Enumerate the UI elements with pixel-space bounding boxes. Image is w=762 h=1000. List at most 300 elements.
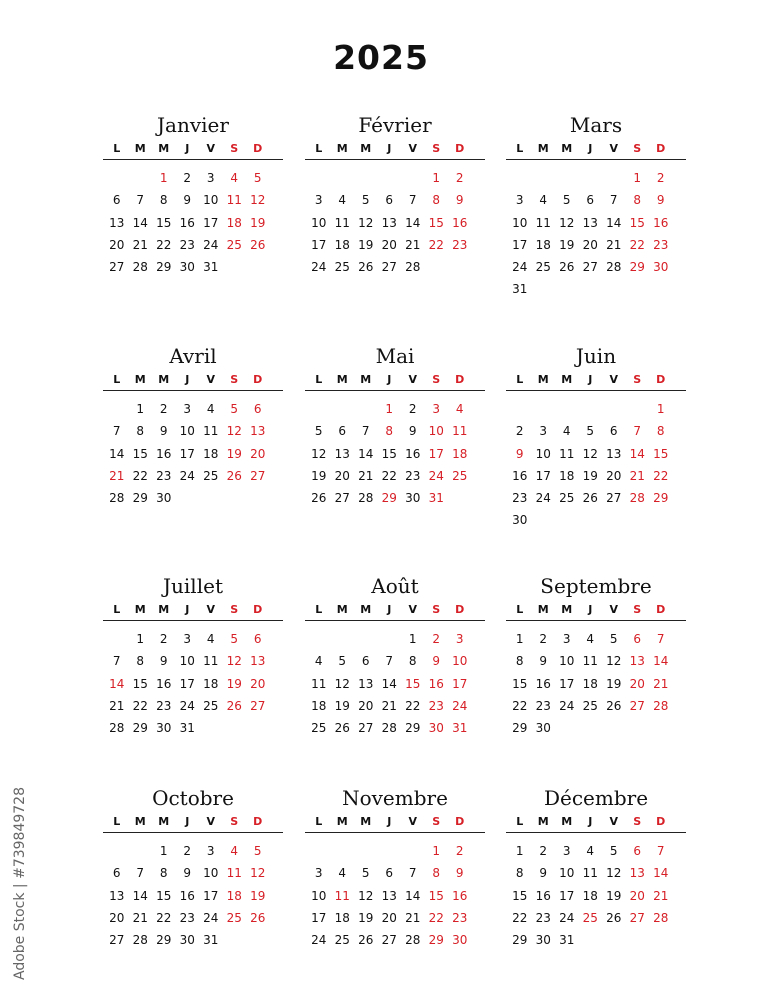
day-cell: 24 (311, 933, 327, 948)
weekday-label: V (206, 373, 215, 386)
day-cell: 14 (109, 676, 125, 691)
day-cell: 7 (136, 193, 145, 208)
day-cell: 21 (381, 698, 397, 713)
day-cell: 8 (385, 424, 394, 439)
stock-watermark: Adobe Stock | #739849728 (12, 787, 28, 980)
day-cell: 10 (559, 654, 575, 669)
day-cell: 9 (455, 866, 464, 881)
day-cell: 13 (629, 866, 645, 881)
weekday-label: V (206, 142, 215, 155)
day-cell: 3 (206, 844, 215, 858)
day-cell: 15 (156, 215, 172, 230)
days-grid (305, 833, 485, 951)
month-name: Août (371, 574, 419, 598)
day-cell: 3 (515, 193, 524, 208)
day-cell: 6 (586, 193, 595, 208)
day-cell: 16 (428, 676, 444, 691)
day-cell: 16 (452, 215, 468, 230)
day-cell: 29 (512, 721, 528, 736)
weekday-header (305, 142, 485, 160)
day-cell: 2 (183, 844, 192, 858)
day-cell: 23 (653, 237, 669, 252)
day-cell: 28 (629, 491, 645, 506)
day-cell: 1 (136, 632, 145, 646)
empty-cell (307, 840, 331, 862)
day-cell: 19 (311, 468, 327, 483)
day-cell: 5 (230, 632, 239, 646)
day-cell: 6 (361, 654, 370, 669)
day-cell: 2 (159, 632, 168, 646)
empty-cell (331, 167, 355, 189)
day-cell: 20 (250, 676, 266, 691)
day-cell: 25 (582, 698, 598, 713)
day-cell: 7 (633, 424, 642, 439)
day-cell: 30 (156, 721, 172, 736)
weekday-label: M (561, 373, 573, 386)
day-cell: 11 (582, 654, 598, 669)
day-cell: 17 (428, 446, 444, 461)
weekday-label: V (206, 815, 215, 828)
day-cell: 31 (203, 260, 219, 275)
weekday-header (506, 142, 686, 160)
day-cell: 1 (515, 632, 524, 646)
month-name: Septembre (540, 574, 652, 598)
day-cell: 21 (653, 888, 669, 903)
weekday-label: M (537, 603, 549, 616)
day-cell: 26 (582, 491, 598, 506)
day-cell: 26 (606, 698, 622, 713)
day-cell: 1 (432, 171, 441, 185)
day-cell: 15 (132, 676, 148, 691)
day-cell: 25 (535, 260, 551, 275)
day-cell: 6 (253, 402, 262, 416)
month-7 (103, 571, 283, 739)
weekday-label: D (656, 142, 666, 155)
empty-cell (378, 840, 402, 862)
month-name: Avril (169, 344, 217, 368)
empty-cell (331, 398, 355, 420)
empty-cell (532, 167, 556, 189)
weekday-label: J (185, 373, 190, 386)
day-cell: 18 (203, 676, 219, 691)
day-cell: 29 (405, 721, 421, 736)
empty-cell (508, 167, 532, 189)
day-cell: 14 (405, 215, 421, 230)
day-cell: 22 (629, 237, 645, 252)
weekday-label: M (360, 142, 372, 155)
day-cell: 8 (432, 866, 441, 881)
day-cell: 10 (512, 215, 528, 230)
day-cell: 14 (606, 215, 622, 230)
day-cell: 9 (539, 866, 548, 881)
day-cell: 5 (609, 844, 618, 858)
day-cell: 9 (515, 446, 524, 461)
day-cell: 28 (132, 933, 148, 948)
day-cell: 28 (381, 721, 397, 736)
day-cell: 15 (629, 215, 645, 230)
empty-cell (129, 167, 153, 189)
day-cell: 27 (358, 721, 374, 736)
weekday-label: S (633, 142, 642, 155)
day-cell: 4 (230, 171, 239, 185)
day-cell: 26 (250, 910, 266, 925)
weekday-label: D (455, 815, 465, 828)
day-cell: 14 (405, 888, 421, 903)
day-cell: 28 (606, 260, 622, 275)
day-cell: 19 (582, 468, 598, 483)
day-cell: 15 (132, 446, 148, 461)
weekday-label: S (633, 603, 642, 616)
day-cell: 26 (606, 910, 622, 925)
day-cell: 11 (334, 888, 350, 903)
day-cell: 19 (334, 698, 350, 713)
day-cell: 23 (452, 237, 468, 252)
weekday-label: D (455, 603, 465, 616)
day-cell: 5 (230, 402, 239, 416)
day-cell: 26 (358, 260, 374, 275)
weekday-label: M (336, 142, 348, 155)
weekday-label: J (588, 373, 593, 386)
day-cell: 16 (156, 446, 172, 461)
day-cell: 7 (408, 193, 417, 208)
empty-cell (354, 398, 378, 420)
day-cell: 7 (609, 193, 618, 208)
day-cell: 15 (156, 888, 172, 903)
day-cell: 31 (512, 282, 528, 297)
day-cell: 10 (452, 654, 468, 669)
day-cell: 9 (408, 424, 417, 439)
month-2 (305, 110, 485, 278)
day-cell: 11 (452, 424, 468, 439)
day-cell: 29 (381, 491, 397, 506)
empty-cell (307, 398, 331, 420)
empty-cell (508, 398, 532, 420)
weekday-header (103, 373, 283, 391)
weekday-label: M (360, 815, 372, 828)
weekday-label: V (609, 815, 618, 828)
day-cell: 24 (203, 237, 219, 252)
day-cell: 16 (535, 888, 551, 903)
month-name: Juillet (163, 574, 223, 598)
day-cell: 10 (179, 424, 195, 439)
month-name: Novembre (342, 786, 448, 810)
day-cell: 19 (559, 237, 575, 252)
weekday-label: S (230, 603, 239, 616)
empty-cell (105, 167, 129, 189)
day-cell: 22 (405, 698, 421, 713)
days-grid (103, 391, 283, 509)
day-cell: 8 (159, 193, 168, 208)
weekday-label: L (516, 815, 524, 828)
day-cell: 7 (385, 654, 394, 669)
empty-cell (331, 840, 355, 862)
day-cell: 6 (253, 632, 262, 646)
day-cell: 6 (112, 866, 121, 881)
day-cell: 4 (338, 866, 347, 881)
day-cell: 27 (250, 698, 266, 713)
empty-cell (401, 840, 425, 862)
month-12 (506, 783, 686, 951)
day-cell: 25 (203, 468, 219, 483)
day-cell: 14 (109, 446, 125, 461)
day-cell: 3 (206, 171, 215, 185)
empty-cell (378, 167, 402, 189)
day-cell: 24 (559, 910, 575, 925)
day-cell: 2 (539, 632, 548, 646)
day-cell: 19 (358, 910, 374, 925)
empty-cell (532, 398, 556, 420)
days-grid (506, 621, 686, 739)
day-cell: 24 (203, 910, 219, 925)
day-cell: 5 (361, 193, 370, 208)
day-cell: 23 (179, 910, 195, 925)
day-cell: 3 (314, 193, 323, 208)
weekday-header (305, 815, 485, 833)
day-cell: 18 (334, 910, 350, 925)
day-cell: 12 (358, 888, 374, 903)
day-cell: 19 (606, 888, 622, 903)
day-cell: 15 (653, 446, 669, 461)
day-cell: 26 (311, 491, 327, 506)
day-cell: 20 (334, 468, 350, 483)
day-cell: 21 (109, 468, 125, 483)
day-cell: 27 (250, 468, 266, 483)
day-cell: 7 (656, 632, 665, 646)
weekday-label: J (185, 603, 190, 616)
day-cell: 9 (183, 193, 192, 208)
day-cell: 18 (582, 676, 598, 691)
day-cell: 13 (381, 215, 397, 230)
weekday-label: J (387, 815, 392, 828)
weekday-label: M (134, 373, 146, 386)
empty-cell (579, 167, 603, 189)
day-cell: 10 (179, 654, 195, 669)
weekday-label: V (408, 603, 417, 616)
month-8 (305, 571, 485, 739)
day-cell: 5 (253, 171, 262, 185)
day-cell: 27 (334, 491, 350, 506)
day-cell: 8 (633, 193, 642, 208)
day-cell: 16 (535, 676, 551, 691)
day-cell: 8 (432, 193, 441, 208)
day-cell: 2 (515, 424, 524, 439)
day-cell: 12 (250, 193, 266, 208)
empty-cell (555, 398, 579, 420)
month-name: Octobre (152, 786, 234, 810)
weekday-label: D (656, 373, 666, 386)
day-cell: 11 (226, 866, 242, 881)
day-cell: 5 (338, 654, 347, 669)
days-grid (103, 621, 283, 739)
day-cell: 11 (334, 215, 350, 230)
day-cell: 11 (535, 215, 551, 230)
day-cell: 6 (385, 866, 394, 881)
weekday-label: V (408, 142, 417, 155)
day-cell: 29 (629, 260, 645, 275)
day-cell: 15 (512, 676, 528, 691)
weekday-label: V (408, 815, 417, 828)
day-cell: 17 (203, 215, 219, 230)
day-cell: 12 (606, 866, 622, 881)
weekday-label: D (455, 373, 465, 386)
weekday-label: V (206, 603, 215, 616)
day-cell: 28 (109, 491, 125, 506)
day-cell: 4 (539, 193, 548, 208)
day-cell: 13 (582, 215, 598, 230)
day-cell: 29 (428, 933, 444, 948)
day-cell: 10 (203, 866, 219, 881)
day-cell: 14 (653, 654, 669, 669)
day-cell: 20 (606, 468, 622, 483)
empty-cell (129, 840, 153, 862)
weekday-label: S (432, 603, 441, 616)
day-cell: 14 (629, 446, 645, 461)
day-cell: 9 (159, 654, 168, 669)
day-cell: 23 (179, 237, 195, 252)
day-cell: 1 (515, 844, 524, 858)
day-cell: 12 (582, 446, 598, 461)
weekday-label: S (230, 142, 239, 155)
day-cell: 4 (586, 632, 595, 646)
day-cell: 9 (183, 866, 192, 881)
day-cell: 11 (559, 446, 575, 461)
day-cell: 31 (452, 721, 468, 736)
day-cell: 27 (606, 491, 622, 506)
empty-cell (602, 167, 626, 189)
day-cell: 30 (156, 491, 172, 506)
day-cell: 18 (452, 446, 468, 461)
day-cell: 29 (132, 721, 148, 736)
day-cell: 3 (539, 424, 548, 439)
weekday-label: M (336, 815, 348, 828)
day-cell: 17 (179, 676, 195, 691)
day-cell: 24 (311, 260, 327, 275)
days-grid (506, 833, 686, 951)
month-11 (305, 783, 485, 951)
days-grid (506, 160, 686, 301)
day-cell: 23 (428, 698, 444, 713)
day-cell: 25 (203, 698, 219, 713)
day-cell: 4 (206, 632, 215, 646)
day-cell: 26 (358, 933, 374, 948)
days-grid (305, 391, 485, 509)
empty-cell (579, 398, 603, 420)
weekday-header (506, 373, 686, 391)
day-cell: 22 (156, 237, 172, 252)
day-cell: 20 (358, 698, 374, 713)
day-cell: 24 (452, 698, 468, 713)
weekday-label: J (588, 815, 593, 828)
day-cell: 19 (226, 446, 242, 461)
weekday-label: D (656, 603, 666, 616)
weekday-label: J (588, 142, 593, 155)
empty-cell (307, 628, 331, 650)
day-cell: 17 (179, 446, 195, 461)
day-cell: 3 (314, 866, 323, 881)
day-cell: 11 (311, 676, 327, 691)
month-name: Décembre (543, 786, 649, 810)
day-cell: 3 (183, 402, 192, 416)
empty-cell (105, 628, 129, 650)
day-cell: 28 (109, 721, 125, 736)
day-cell: 5 (253, 844, 262, 858)
empty-cell (378, 628, 402, 650)
calendar-year: 2025 (333, 38, 429, 77)
weekday-label: L (516, 142, 524, 155)
day-cell: 31 (179, 721, 195, 736)
day-cell: 14 (358, 446, 374, 461)
day-cell: 28 (405, 933, 421, 948)
day-cell: 13 (109, 888, 125, 903)
weekday-label: L (113, 142, 121, 155)
day-cell: 18 (582, 888, 598, 903)
day-cell: 27 (582, 260, 598, 275)
day-cell: 6 (338, 424, 347, 439)
day-cell: 10 (535, 446, 551, 461)
month-10 (103, 783, 283, 951)
day-cell: 11 (582, 866, 598, 881)
weekday-header (103, 603, 283, 621)
day-cell: 13 (250, 424, 266, 439)
day-cell: 22 (428, 237, 444, 252)
day-cell: 25 (311, 721, 327, 736)
day-cell: 5 (586, 424, 595, 439)
day-cell: 19 (606, 676, 622, 691)
weekday-header (103, 815, 283, 833)
weekday-label: D (253, 373, 263, 386)
day-cell: 26 (226, 468, 242, 483)
weekday-header (506, 603, 686, 621)
weekday-label: M (360, 373, 372, 386)
weekday-label: M (360, 603, 372, 616)
day-cell: 13 (381, 888, 397, 903)
day-cell: 18 (203, 446, 219, 461)
weekday-label: M (561, 815, 573, 828)
weekday-label: M (537, 815, 549, 828)
day-cell: 8 (136, 424, 145, 439)
day-cell: 24 (179, 468, 195, 483)
day-cell: 22 (132, 468, 148, 483)
day-cell: 4 (586, 844, 595, 858)
day-cell: 12 (250, 866, 266, 881)
month-name: Juin (575, 344, 617, 368)
day-cell: 6 (633, 632, 642, 646)
empty-cell (602, 398, 626, 420)
day-cell: 1 (432, 844, 441, 858)
empty-cell (331, 628, 355, 650)
day-cell: 25 (334, 260, 350, 275)
day-cell: 20 (381, 237, 397, 252)
day-cell: 16 (452, 888, 468, 903)
day-cell: 22 (381, 468, 397, 483)
day-cell: 23 (156, 698, 172, 713)
month-5 (305, 341, 485, 509)
day-cell: 27 (629, 698, 645, 713)
month-3 (506, 110, 686, 301)
weekday-label: L (516, 373, 524, 386)
month-name: Février (358, 113, 432, 137)
day-cell: 17 (311, 910, 327, 925)
weekday-label: V (609, 373, 618, 386)
day-cell: 24 (535, 491, 551, 506)
day-cell: 21 (405, 237, 421, 252)
day-cell: 8 (515, 866, 524, 881)
day-cell: 16 (156, 676, 172, 691)
day-cell: 16 (653, 215, 669, 230)
day-cell: 15 (381, 446, 397, 461)
day-cell: 12 (559, 215, 575, 230)
day-cell: 14 (653, 866, 669, 881)
